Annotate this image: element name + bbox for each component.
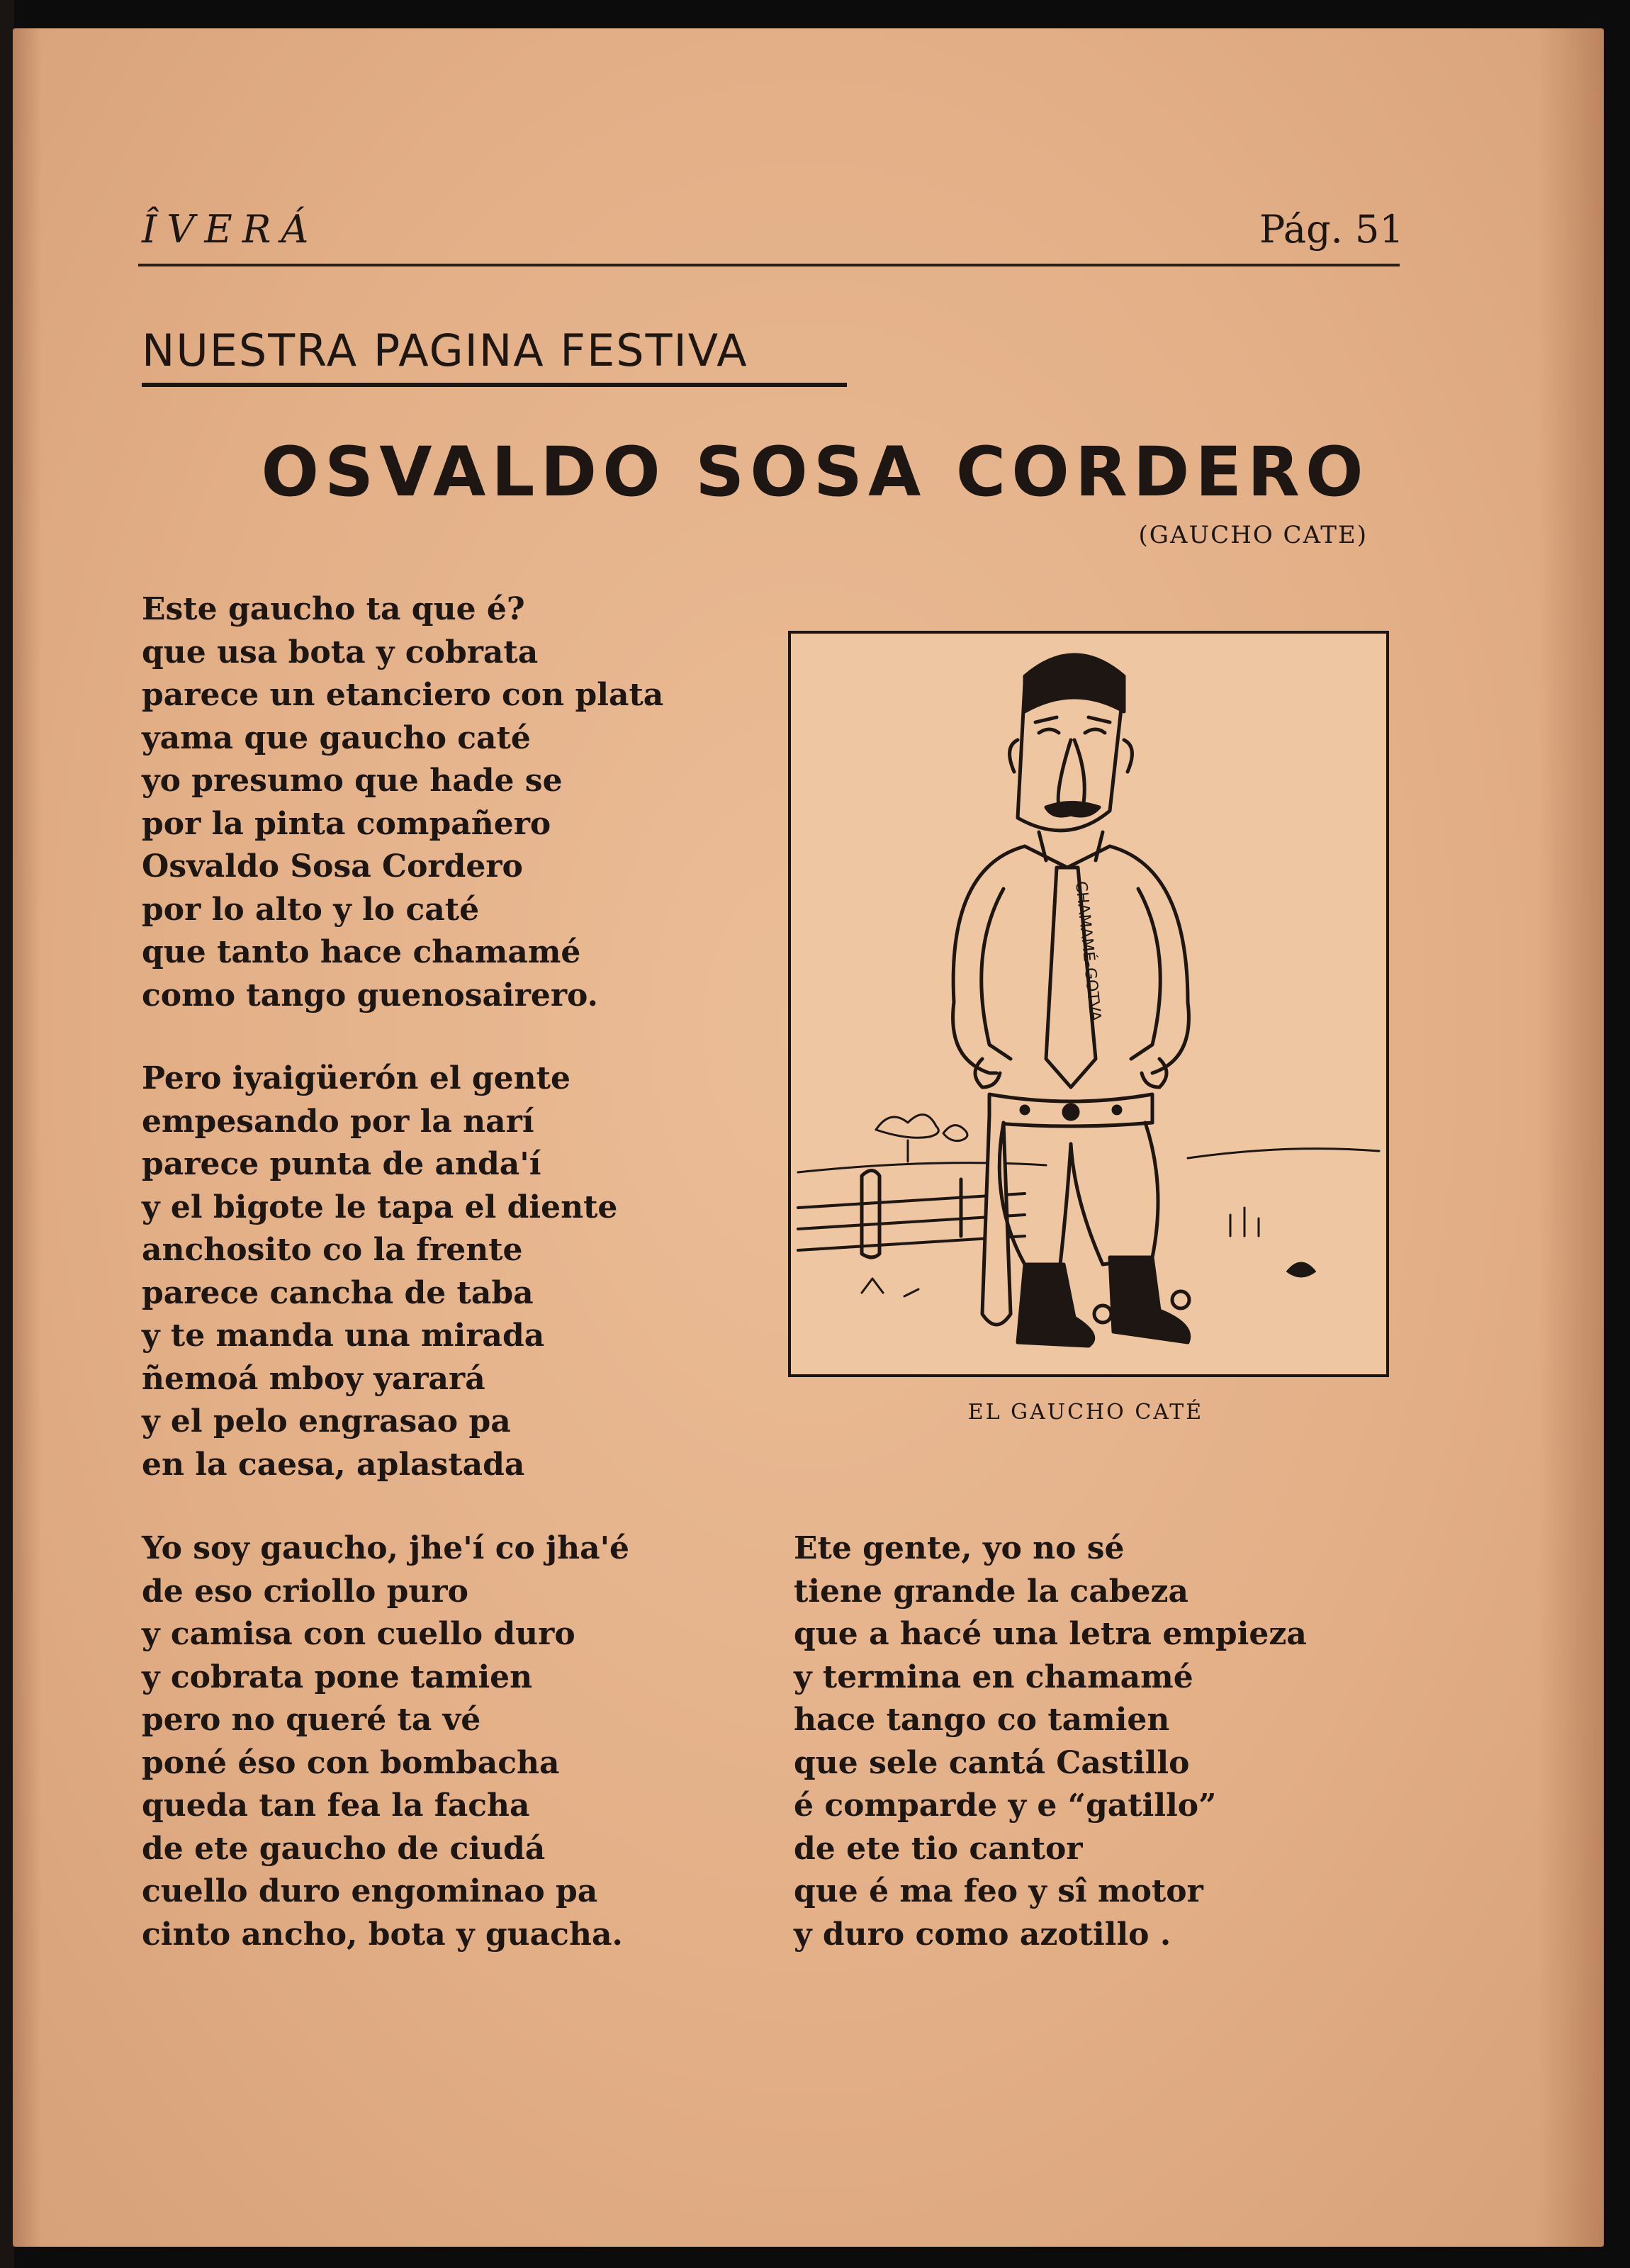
verse-line: y el pelo engrasao pa bbox=[142, 1403, 511, 1439]
illustration-caption: EL GAUCHO CATÉ bbox=[967, 1400, 1204, 1425]
verse-line: que tanto hace chamamé bbox=[142, 934, 581, 970]
verse-line: y duro como azotillo . bbox=[794, 1916, 1171, 1953]
verse-line: de eso criollo puro bbox=[142, 1573, 468, 1610]
verse-line: parece cancha de taba bbox=[142, 1274, 534, 1311]
verse-line: que a hacé una letra empieza bbox=[794, 1616, 1307, 1652]
verse-line: cuello duro engominao pa bbox=[142, 1873, 598, 1909]
caricature-illustration bbox=[788, 631, 1389, 1377]
verse-line: poné éso con bombacha bbox=[142, 1744, 560, 1781]
verse-line: que é ma feo y sî motor bbox=[794, 1873, 1203, 1909]
verse-line: y camisa con cuello duro bbox=[142, 1616, 575, 1652]
verse-line: Ete gente, yo no sé bbox=[794, 1530, 1125, 1566]
verse-line: en la caesa, aplastada bbox=[142, 1446, 525, 1483]
verse-line: cinto ancho, bota y guacha. bbox=[142, 1916, 623, 1953]
verse-line: Osvaldo Sosa Cordero bbox=[142, 848, 523, 885]
verse-line: como tango guenosairero. bbox=[142, 977, 598, 1014]
page-number: Pág. 51 bbox=[1259, 207, 1404, 252]
verse-line: que sele cantá Castillo bbox=[794, 1744, 1190, 1781]
verse-line: ñemoá mboy yarará bbox=[142, 1360, 485, 1397]
verse-line: por la pinta compañero bbox=[142, 805, 551, 842]
verse-line: é comparde y e “gatillo” bbox=[794, 1787, 1217, 1824]
verse-line: yama que gaucho caté bbox=[142, 719, 531, 756]
verse-line: de ete gaucho de ciudá bbox=[142, 1830, 546, 1867]
verse-line: y el bigote le tapa el diente bbox=[142, 1189, 618, 1225]
tie-inscription: CHAMAMÉ-GOTVA bbox=[1072, 880, 1104, 1023]
section-underline bbox=[142, 383, 847, 387]
verse-line: y cobrata pone tamien bbox=[142, 1658, 533, 1695]
stanza-1 bbox=[142, 588, 663, 1017]
verse-line: yo presumo que hade se bbox=[142, 763, 563, 799]
article-title: OSVALDO SOSA CORDERO bbox=[261, 432, 1369, 512]
header-rule bbox=[138, 264, 1400, 266]
verse-line: Yo soy gaucho, jhe'í co jha'é bbox=[142, 1530, 630, 1566]
stanza-2 bbox=[142, 1057, 617, 1486]
stanza-4 bbox=[794, 1527, 1307, 1956]
section-heading: NUESTRA PAGINA FESTIVA bbox=[142, 325, 748, 376]
verse-line: Este gaucho ta que é? bbox=[142, 591, 525, 627]
verse-line: por lo alto y lo caté bbox=[142, 891, 480, 928]
article-subtitle: (GAUCHO CATE) bbox=[1138, 521, 1368, 549]
verse-line: de ete tio cantor bbox=[794, 1830, 1083, 1867]
page-edge-shadow bbox=[1538, 28, 1604, 2247]
verse-line: empesando por la narí bbox=[142, 1103, 534, 1140]
journal-name: ÎVERÁ bbox=[142, 207, 319, 252]
verse-line: queda tan fea la facha bbox=[142, 1787, 530, 1824]
verse-line: parece punta de anda'í bbox=[142, 1146, 541, 1182]
verse-line: anchosito co la frente bbox=[142, 1232, 523, 1268]
verse-line: y te manda una mirada bbox=[142, 1318, 545, 1354]
verse-line: hace tango co tamien bbox=[794, 1702, 1170, 1738]
verse-line: tiene grande la cabeza bbox=[794, 1573, 1188, 1610]
verse-line: pero no queré ta vé bbox=[142, 1702, 481, 1738]
gutter-shadow bbox=[13, 28, 41, 2247]
gaucho-caricature-drawing bbox=[791, 634, 1386, 1374]
verse-line: Pero iyaigüerón el gente bbox=[142, 1060, 570, 1096]
verse-line: y termina en chamamé bbox=[794, 1658, 1193, 1695]
book-spine bbox=[0, 0, 14, 2268]
verse-line: que usa bota y cobrata bbox=[142, 634, 539, 670]
verse-line: parece un etanciero con plata bbox=[142, 677, 664, 713]
stanza-3 bbox=[142, 1527, 629, 1956]
